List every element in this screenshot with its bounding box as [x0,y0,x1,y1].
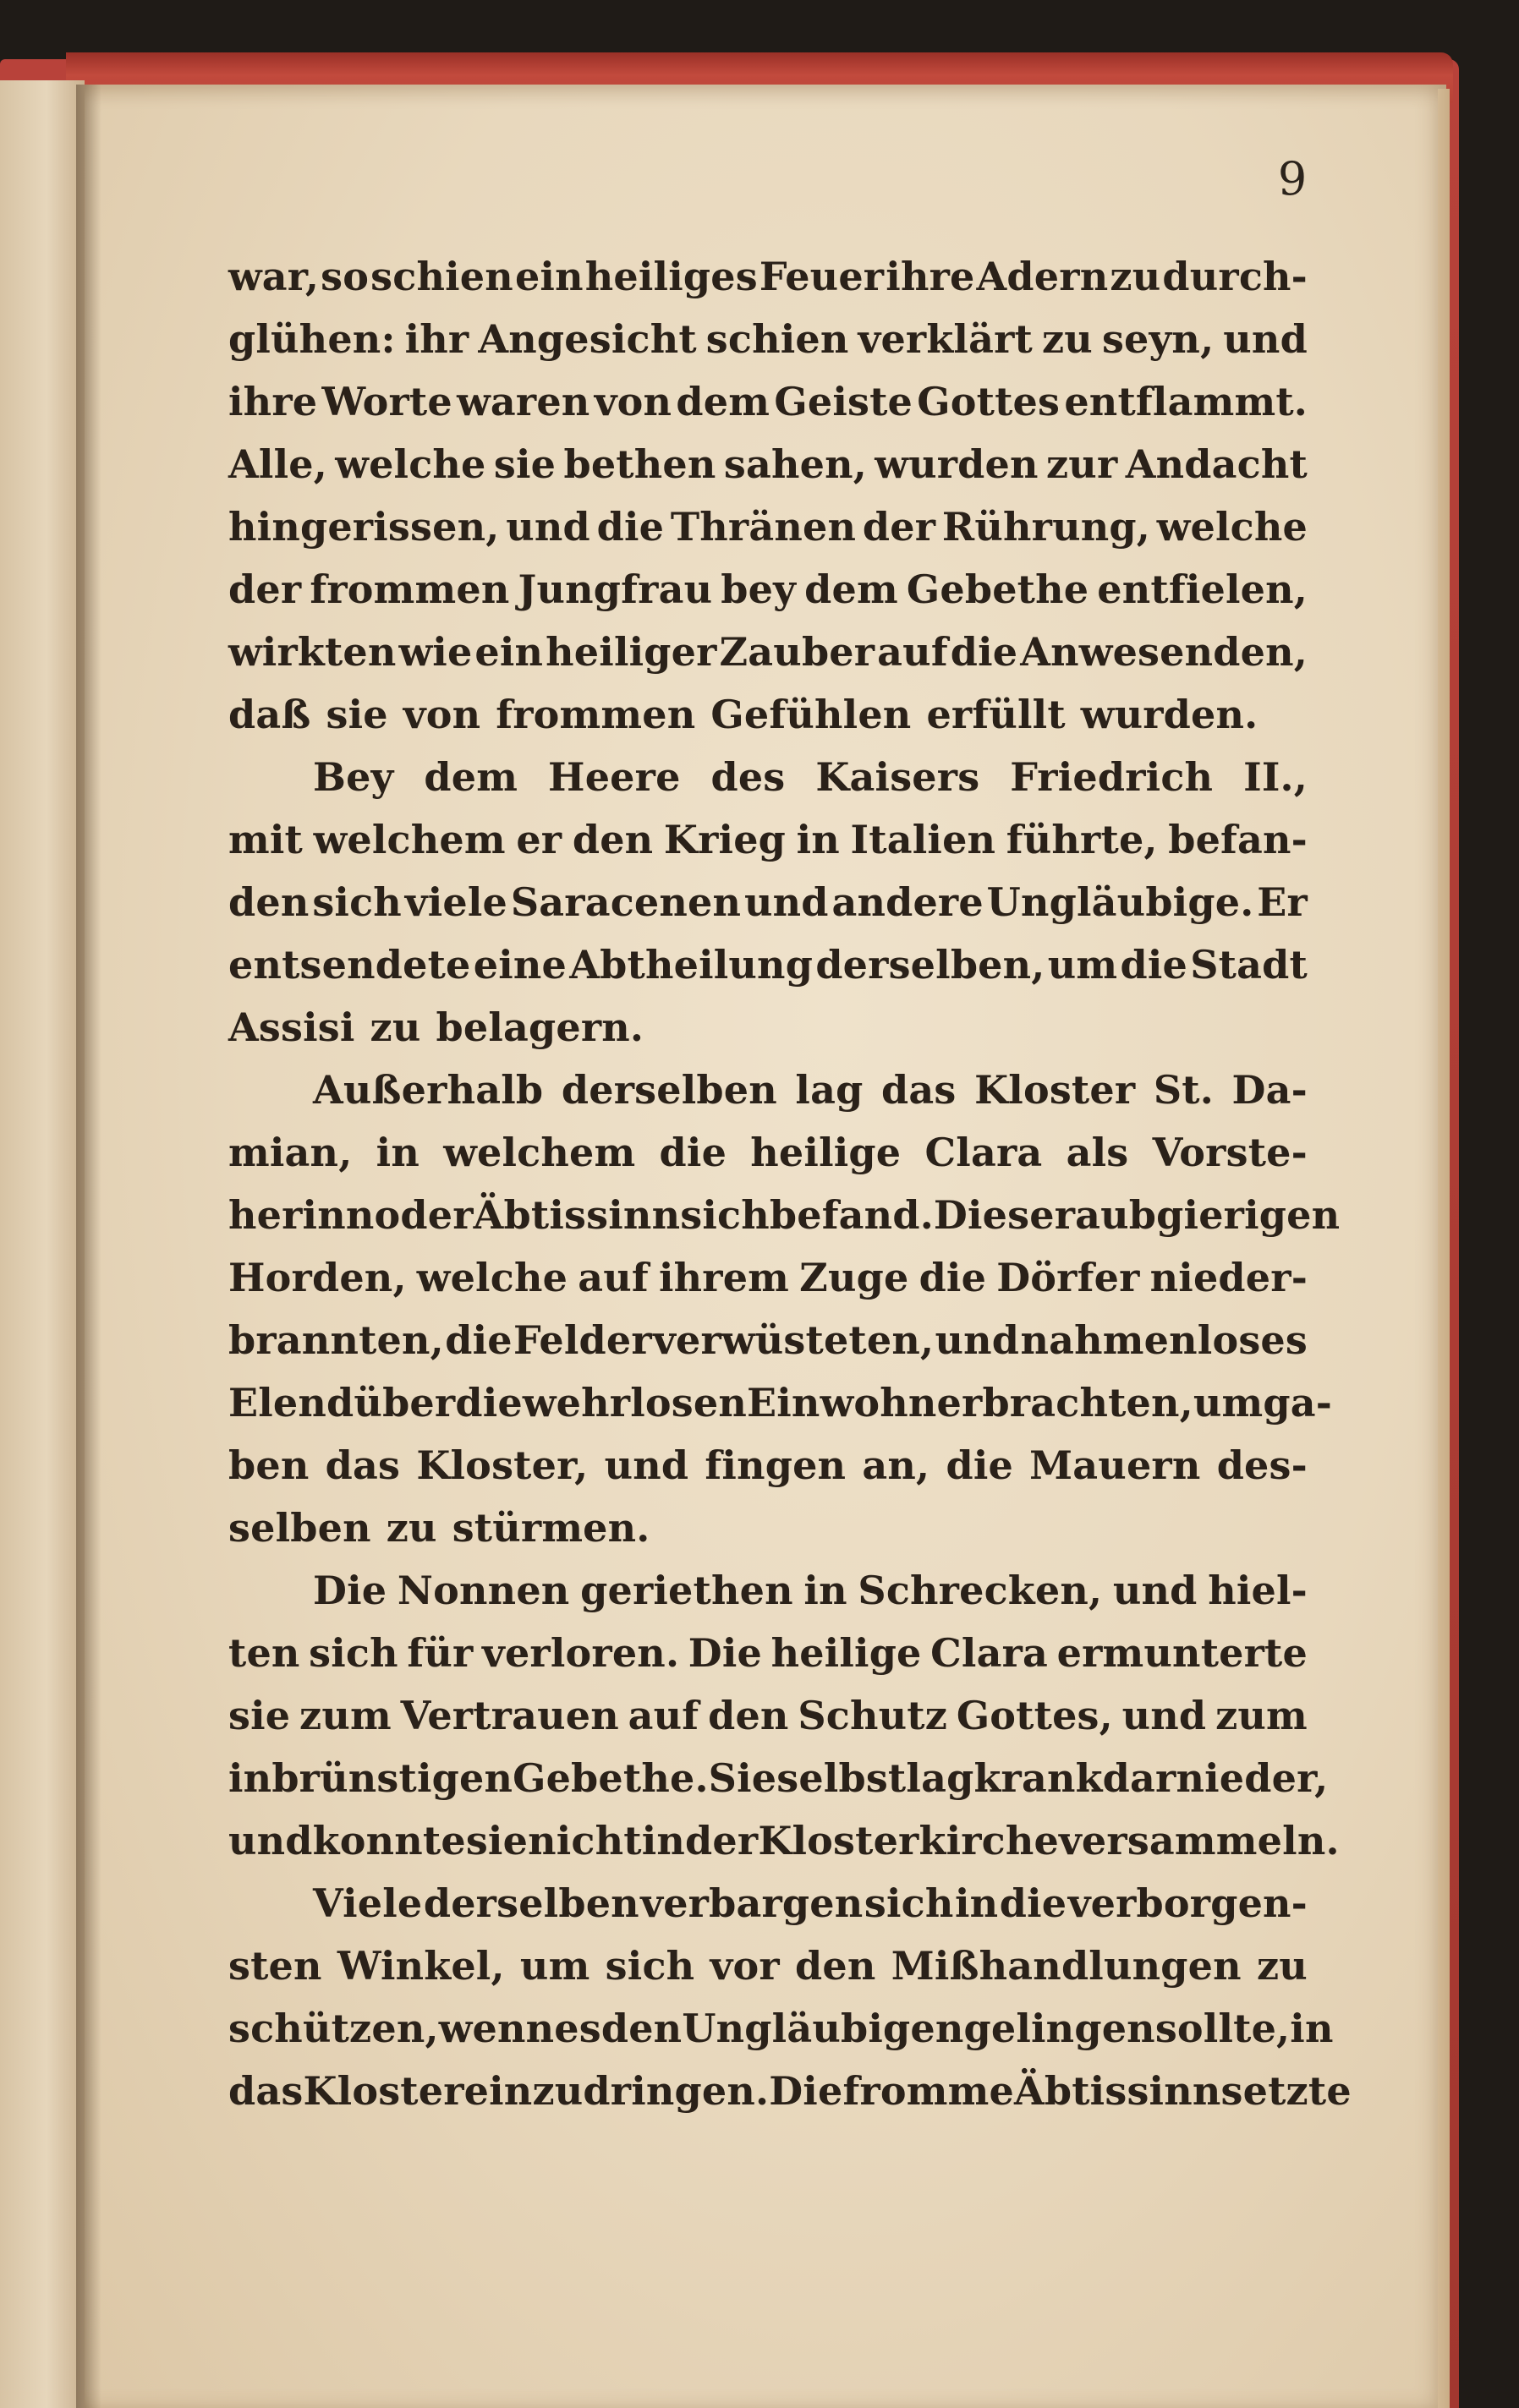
text-word: sie [326,692,388,737]
text-word: nieder- [1149,1255,1308,1300]
text-word: seyn, [1101,316,1215,362]
text-word: inbrünstigen [228,1755,513,1801]
text-word: vor [710,1943,780,1989]
text-word: herinn [228,1192,375,1238]
text-word: mian, [228,1130,353,1175]
text-word: heiliger [546,629,717,675]
text-word: selben [228,1505,371,1551]
text-word: sich [864,1880,954,1926]
text-word: selbst [776,1755,907,1801]
text-word: sie [493,441,557,487]
page-text [228,245,1352,2122]
text-word: frommen [310,566,510,612]
text-word: Außerhalb [313,1067,544,1113]
text-word: geriethen [580,1568,793,1613]
text-line [228,683,1308,746]
text-word: wurden. [1080,692,1259,737]
text-line [228,871,1308,933]
text-word: den [795,1943,876,1989]
text-word: und [1112,1568,1198,1613]
text-line [228,1935,1308,1997]
text-word: bey [721,566,797,612]
text-word: darnieder, [1102,1755,1329,1801]
text-word: Horden, [228,1255,407,1300]
text-line [228,1497,1308,1559]
text-word: und [604,1442,689,1488]
text-word: Assisi [228,1004,355,1050]
text-line [228,1246,1308,1309]
text-word: Felder [513,1317,652,1363]
text-word: Die [688,1630,762,1676]
text-word: verwüsteten, [653,1317,935,1363]
text-line [228,933,1308,996]
text-word: verklärt [858,316,1033,362]
text-word: den [572,817,654,862]
text-word: Bey [313,754,394,800]
text-word: ihr [404,316,469,362]
page-gutter [76,85,101,2408]
text-word: umga- [1193,1380,1333,1426]
text-word: ein [514,254,584,299]
text-word: welche [1156,504,1308,550]
text-line [228,1872,1308,1935]
text-word: Elend [228,1380,354,1426]
text-word: raubgierigen [1054,1192,1341,1238]
text-word: Saracenen [510,879,742,925]
text-word: den [708,1693,789,1738]
text-word: wie [398,629,473,675]
text-line [228,1809,1340,1872]
text-word: nicht [528,1818,642,1863]
text-word: das [228,2068,304,2114]
text-word: derselben [423,1880,639,1926]
text-word: Rührung, [941,504,1150,550]
text-word: Gebethe [906,566,1089,612]
text-word: viele [404,879,507,925]
text-word: setzte [1220,2068,1352,2114]
text-line [228,1434,1308,1497]
text-word: des [710,754,786,800]
text-line [228,808,1308,871]
text-word: ermunterte [1056,1630,1308,1676]
text-word: des- [1216,1442,1308,1488]
text-word: hingerissen, [228,504,500,550]
text-word: Gottes [917,379,1061,424]
text-word: um [519,1943,590,1989]
text-word: dem [676,379,770,424]
text-word: schützen, [228,2006,439,2051]
text-word: einzudringen. [463,2068,770,2114]
text-word: Vertrauen [400,1693,619,1738]
text-word: Vorste- [1152,1130,1308,1175]
text-word: Mißhandlungen [891,1943,1242,1989]
text-word: gelingen [963,2006,1155,2051]
text-word: den [600,2006,683,2051]
text-word: Er [1257,879,1308,925]
text-word: verloren. [482,1630,680,1676]
text-word: der [228,566,302,612]
text-word: Kloster [303,2068,464,2114]
text-word: fingen [705,1442,847,1488]
text-word: Schrecken, [858,1568,1103,1613]
page-number: 9 [1277,152,1308,205]
text-word: glühen: [228,316,396,362]
text-word: zu [1041,316,1093,362]
text-word: Gottes, [956,1693,1113,1738]
text-word: Geiste [774,379,913,424]
text-word: entflammt. [1064,379,1308,424]
text-word: stürmen. [452,1505,650,1551]
text-word: welche [416,1255,568,1300]
text-word: für [407,1630,474,1676]
text-word: bethen [563,441,716,487]
text-word: oder [374,1192,474,1238]
text-word: Viele [313,1880,423,1926]
text-word: krank [973,1755,1103,1801]
text-word: andere [831,879,984,925]
text-word: schien [370,254,513,299]
text-word: mit [228,817,303,862]
text-word: entsendete [228,942,471,988]
text-word: Worte [321,379,452,424]
text-word: Da- [1231,1067,1308,1113]
text-line [228,746,1308,808]
text-word: Andacht [1125,441,1308,487]
text-word: die [919,1255,987,1300]
text-word: heiliges [584,254,758,299]
text-word: Clara [930,1630,1049,1676]
text-word: in [954,1880,999,1926]
text-word: in [803,1568,847,1613]
text-line [228,370,1308,433]
text-word: die [1120,942,1188,988]
text-word: das [325,1442,401,1488]
text-word: Dörfer [996,1255,1140,1300]
text-line [228,1747,1329,1809]
text-word: die [659,1130,727,1175]
text-word: versammeln. [1059,1818,1340,1863]
text-word: zu [1256,1943,1308,1989]
text-word: lag [795,1067,864,1113]
text-line [228,621,1308,683]
text-word: schien [705,316,849,362]
text-word: ein [474,629,544,675]
text-word: in [1290,2006,1334,2051]
text-word: ihrem [658,1255,790,1300]
text-word: heilige [770,1630,922,1676]
text-word: eine [473,942,568,988]
text-word: Diese [933,1192,1055,1238]
text-word: Einwohner [746,1380,983,1426]
text-word: wenn [438,2006,555,2051]
previous-page-edge [0,80,85,2408]
text-line [228,245,1308,308]
text-word: befand. [769,1192,934,1238]
text-word: der [862,504,936,550]
text-word: von [403,692,481,737]
text-word: und [228,1818,313,1863]
text-line [228,1684,1308,1747]
text-word: Heere [548,754,681,800]
text-word: zum [1215,1693,1308,1738]
text-word: den [228,879,310,925]
text-word: zu [1110,254,1161,299]
text-word: wurden [875,441,1039,487]
text-word: Jungfrau [518,566,713,612]
text-word: auf [628,1693,699,1738]
text-word: lag [906,1755,974,1801]
text-word: Feuer [759,254,885,299]
text-line [228,1121,1308,1184]
text-word: welchem [443,1130,636,1175]
text-word: wehrlosen [522,1380,747,1426]
text-word: sollte, [1154,2006,1291,2051]
text-word: der [685,1818,759,1863]
text-word: waren [457,379,590,424]
text-word: entfielen, [1097,566,1308,612]
text-line [228,308,1308,370]
text-word: auf [877,629,948,675]
text-word: die [999,1880,1067,1926]
text-word: erfüllt [926,692,1066,737]
text-word: frommen [496,692,696,737]
text-word: dem [804,566,898,612]
text-word: in [641,1818,686,1863]
text-word: wirkten [228,629,397,675]
text-word: zu [386,1505,437,1551]
text-line [228,495,1308,558]
text-word: in [796,817,840,862]
text-word: sich [605,1943,695,1989]
text-word: er [516,817,562,862]
text-word: Italien [850,817,996,862]
text-word: Äbtissinn [1013,2068,1221,2114]
text-word: an, [862,1442,930,1488]
text-word: Alle, [228,441,327,487]
text-word: nahmenloses [1020,1317,1308,1363]
text-word: brannten, [228,1317,444,1363]
text-word: so [321,254,370,299]
text-word: derselben [561,1067,777,1113]
text-word: Kloster [974,1067,1136,1113]
text-word: sten [228,1943,322,1989]
text-word: auf [578,1255,649,1300]
text-word: die [596,504,665,550]
text-word: von [594,379,672,424]
text-word: derselben, [815,942,1045,988]
text-word: Friedrich [1010,754,1214,800]
text-word: über [354,1380,456,1426]
text-word: befan- [1168,817,1308,862]
text-word: sahen, [723,441,867,487]
text-word: verbargen [640,1880,864,1926]
text-word: II., [1243,754,1308,800]
text-word: Mauern [1029,1442,1201,1488]
text-word: die [455,1380,523,1426]
text-word: heilige [750,1130,902,1175]
text-line [228,1184,1341,1246]
page-fore-edge [1438,89,1450,2408]
text-word: die [946,1442,1013,1488]
text-word: und [1121,1693,1207,1738]
text-word: Gebethe. [513,1755,709,1801]
text-word: ten [228,1630,300,1676]
text-line [228,996,1308,1059]
text-word: zu [370,1004,421,1050]
text-word: Die [313,1568,387,1613]
text-word: und [935,1317,1020,1363]
text-word: hiel- [1208,1568,1308,1613]
text-word: Clara [924,1130,1043,1175]
text-word: die [950,629,1018,675]
text-line [228,1309,1308,1371]
text-line [228,433,1308,495]
text-word: sie [228,1693,291,1738]
text-word: welchem [313,817,506,862]
text-word: welche [335,441,486,487]
text-word: zum [299,1693,392,1738]
text-word: sie [465,1818,529,1863]
text-word: Ungläubige. [986,879,1254,925]
text-word: Zuge [799,1255,909,1300]
text-word: Kloster, [416,1442,589,1488]
text-word: die [445,1317,513,1363]
text-word: ihre [886,254,975,299]
text-word: Zauber [719,629,875,675]
text-word: brachten, [982,1380,1193,1426]
text-word: führte, [1006,817,1158,862]
text-word: Stadt [1190,942,1308,988]
text-word: um [1047,942,1118,988]
text-word: als [1066,1130,1129,1175]
text-word: ihre [228,379,318,424]
text-line [228,558,1308,621]
text-word: Schutz [798,1693,948,1738]
text-word: Angesicht [478,316,697,362]
text-word: Äbtissinn [473,1192,681,1238]
text-word: Thränen [670,504,857,550]
text-word: Ungläubigen [682,2006,964,2051]
text-word: Anwesenden, [1020,629,1308,675]
text-word: und [743,879,829,925]
text-word: Klosterkirche [758,1818,1059,1863]
text-word: fromme [842,2068,1014,2114]
text-word: Die [769,2068,843,2114]
text-word: das [881,1067,957,1113]
text-word: sich [312,879,402,925]
text-word: Gefühlen [710,692,912,737]
text-line [228,1371,1333,1434]
text-word: sich [309,1630,398,1676]
text-word: Kaisers [815,754,980,800]
text-word: und [1223,316,1308,362]
text-word: daß [228,692,311,737]
text-word: St. [1153,1067,1214,1113]
text-word: Winkel, [337,1943,505,1989]
text-line [228,1997,1334,2060]
text-word: sich [680,1192,770,1238]
text-word: konnte [312,1818,466,1863]
text-word: in [376,1130,420,1175]
text-word: und [506,504,590,550]
text-word: war, [228,254,320,299]
text-word: Abtheilung [569,942,814,988]
text-word: Nonnen [397,1568,570,1613]
text-word: belagern. [436,1004,644,1050]
text-line [228,1559,1308,1622]
text-word: Sie [708,1755,777,1801]
text-word: ben [228,1442,310,1488]
text-word: Adern [976,254,1109,299]
text-line [228,2060,1352,2122]
text-line [228,1059,1308,1121]
text-word: verborgen- [1067,1880,1308,1926]
text-word: Krieg [663,817,787,862]
text-line [228,1622,1308,1684]
text-word: durch- [1162,254,1308,299]
text-word: es [554,2006,601,2051]
text-word: dem [424,754,518,800]
text-word: zur [1045,441,1118,487]
